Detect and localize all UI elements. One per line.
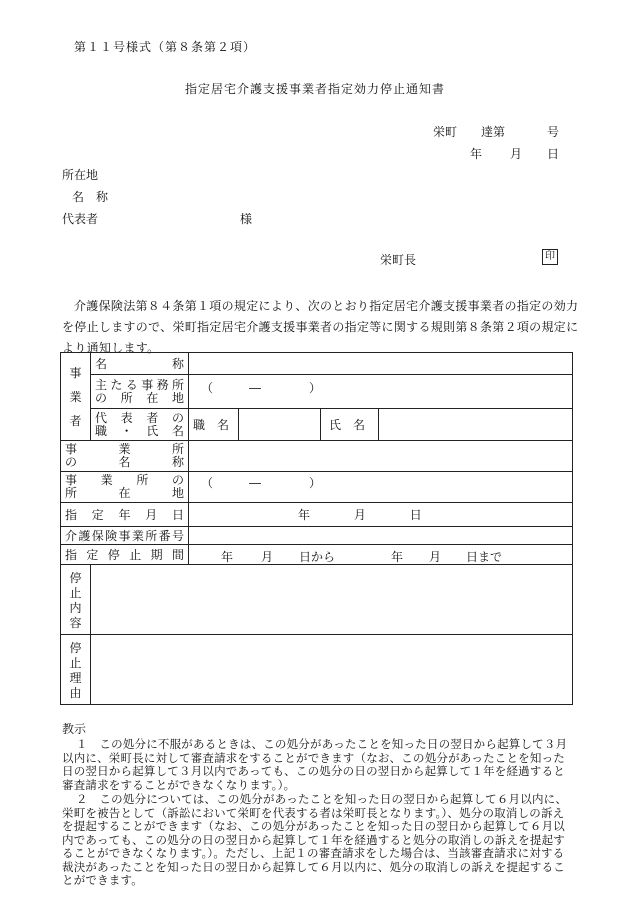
document-title: 指定居宅介護支援事業者指定効力停止通知書 (184, 82, 445, 96)
note-item-1: １ この処分に不服があるときは、この処分があったことを知った日の翌日から起算して３月以内に、栄町長に対して審査請求をすることができます（なお、この処分があったことを知った日の翌日から起算して３月以内であっても、この処分の日の翌日から起算して１年を経過すると審査請求をすることができなくなります。）。 (62, 737, 568, 792)
position-value[interactable] (239, 409, 321, 441)
period-month-to: 月 (429, 550, 442, 564)
person-name-label: 氏 名 (321, 409, 379, 441)
name-label: 名称 (91, 353, 189, 375)
designation-day: 日 (409, 508, 422, 522)
facility-name-label: 事業所 の名称 (61, 441, 189, 472)
doc-issue: 達第 (481, 125, 506, 139)
seal-mark: 印 (542, 249, 558, 265)
designation-date-value[interactable] (189, 503, 573, 527)
office-location-value[interactable] (189, 375, 573, 409)
form-number: 第１１号様式（第８条第２項） (74, 40, 257, 54)
suspension-content-label: 停止内容 (61, 565, 91, 635)
office-number-label: 介護保険事業所番号 (61, 527, 189, 545)
suspension-period-value[interactable] (189, 545, 573, 565)
position-label: 職 名 (189, 409, 239, 441)
details-table (60, 352, 573, 705)
doc-no: 号 (547, 125, 560, 139)
office-location-label: 主たる事務所 の所在地 (91, 375, 189, 409)
addressee-name-label: 名 称 (72, 190, 109, 204)
suspension-reason-value[interactable] (91, 635, 573, 705)
note-item-2: ２ この処分については、この処分があったことを知った日の翌日から起算して６月以内に、栄町を被告として（訴訟において栄町を代表する者は栄町長となります。）、処分の取消しの訴えを提起することができます（なお、この処分があったことを知った日の翌日から起算して６月以内であっても、この処分の日の翌日から起算して１年を経過すると処分の取消しの訴えを提起することができなくなります。）。ただし、上記１の審査請求をした場合は、当該審査請求に対する裁決があったことを知った日の翌日から起算して６月以内に、処分の取消しの訴えを提起することができます。 (62, 792, 568, 887)
operator-label: 事業者 (61, 353, 91, 441)
office-phone: （ ― ） (201, 381, 322, 395)
addressee-honorific: 様 (240, 212, 253, 226)
designation-date-label: 指定年月日 (61, 503, 189, 527)
suspension-period-label: 指定停止期間 (61, 545, 189, 565)
addressee-representative-label: 代表者 (62, 212, 99, 226)
designation-year: 年 (298, 508, 311, 522)
period-year-to: 年 (391, 550, 404, 564)
date-year: 年 (470, 147, 483, 161)
period-month-from: 月 (261, 550, 274, 564)
addressee-location-label: 所在地 (62, 168, 99, 182)
period-day-to: 日まで (466, 550, 503, 564)
suspension-reason-label: 停止理由 (61, 635, 91, 705)
issuer-title: 栄町長 (380, 253, 417, 267)
body-paragraph: 介護保険法第８４条第１項の規定により、次のとおり指定居宅介護支援事業者の指定の効力を停止しますので、栄町指定居宅介護支援事業者の指定等に関する規則第８条第２項の規定により通知します。 (62, 299, 579, 355)
designation-month: 月 (353, 508, 366, 522)
representative-label: 代表者の 職・氏名 (91, 409, 189, 441)
suspension-content-value[interactable] (91, 565, 573, 635)
doc-town: 栄町 (433, 125, 458, 139)
date-day: 日 (547, 147, 560, 161)
date-month: 月 (510, 147, 523, 161)
period-year-from: 年 (221, 550, 234, 564)
period-day-from: 日から (299, 550, 336, 564)
person-name-value[interactable] (379, 409, 573, 441)
facility-name-value[interactable] (189, 441, 573, 472)
notes-heading: 教示 (62, 722, 87, 736)
facility-location-value[interactable] (189, 472, 573, 503)
name-value[interactable] (189, 353, 573, 375)
facility-phone: （ ― ） (201, 476, 322, 490)
office-number-value[interactable] (189, 527, 573, 545)
facility-location-label: 事業所の 所在地 (61, 472, 189, 503)
